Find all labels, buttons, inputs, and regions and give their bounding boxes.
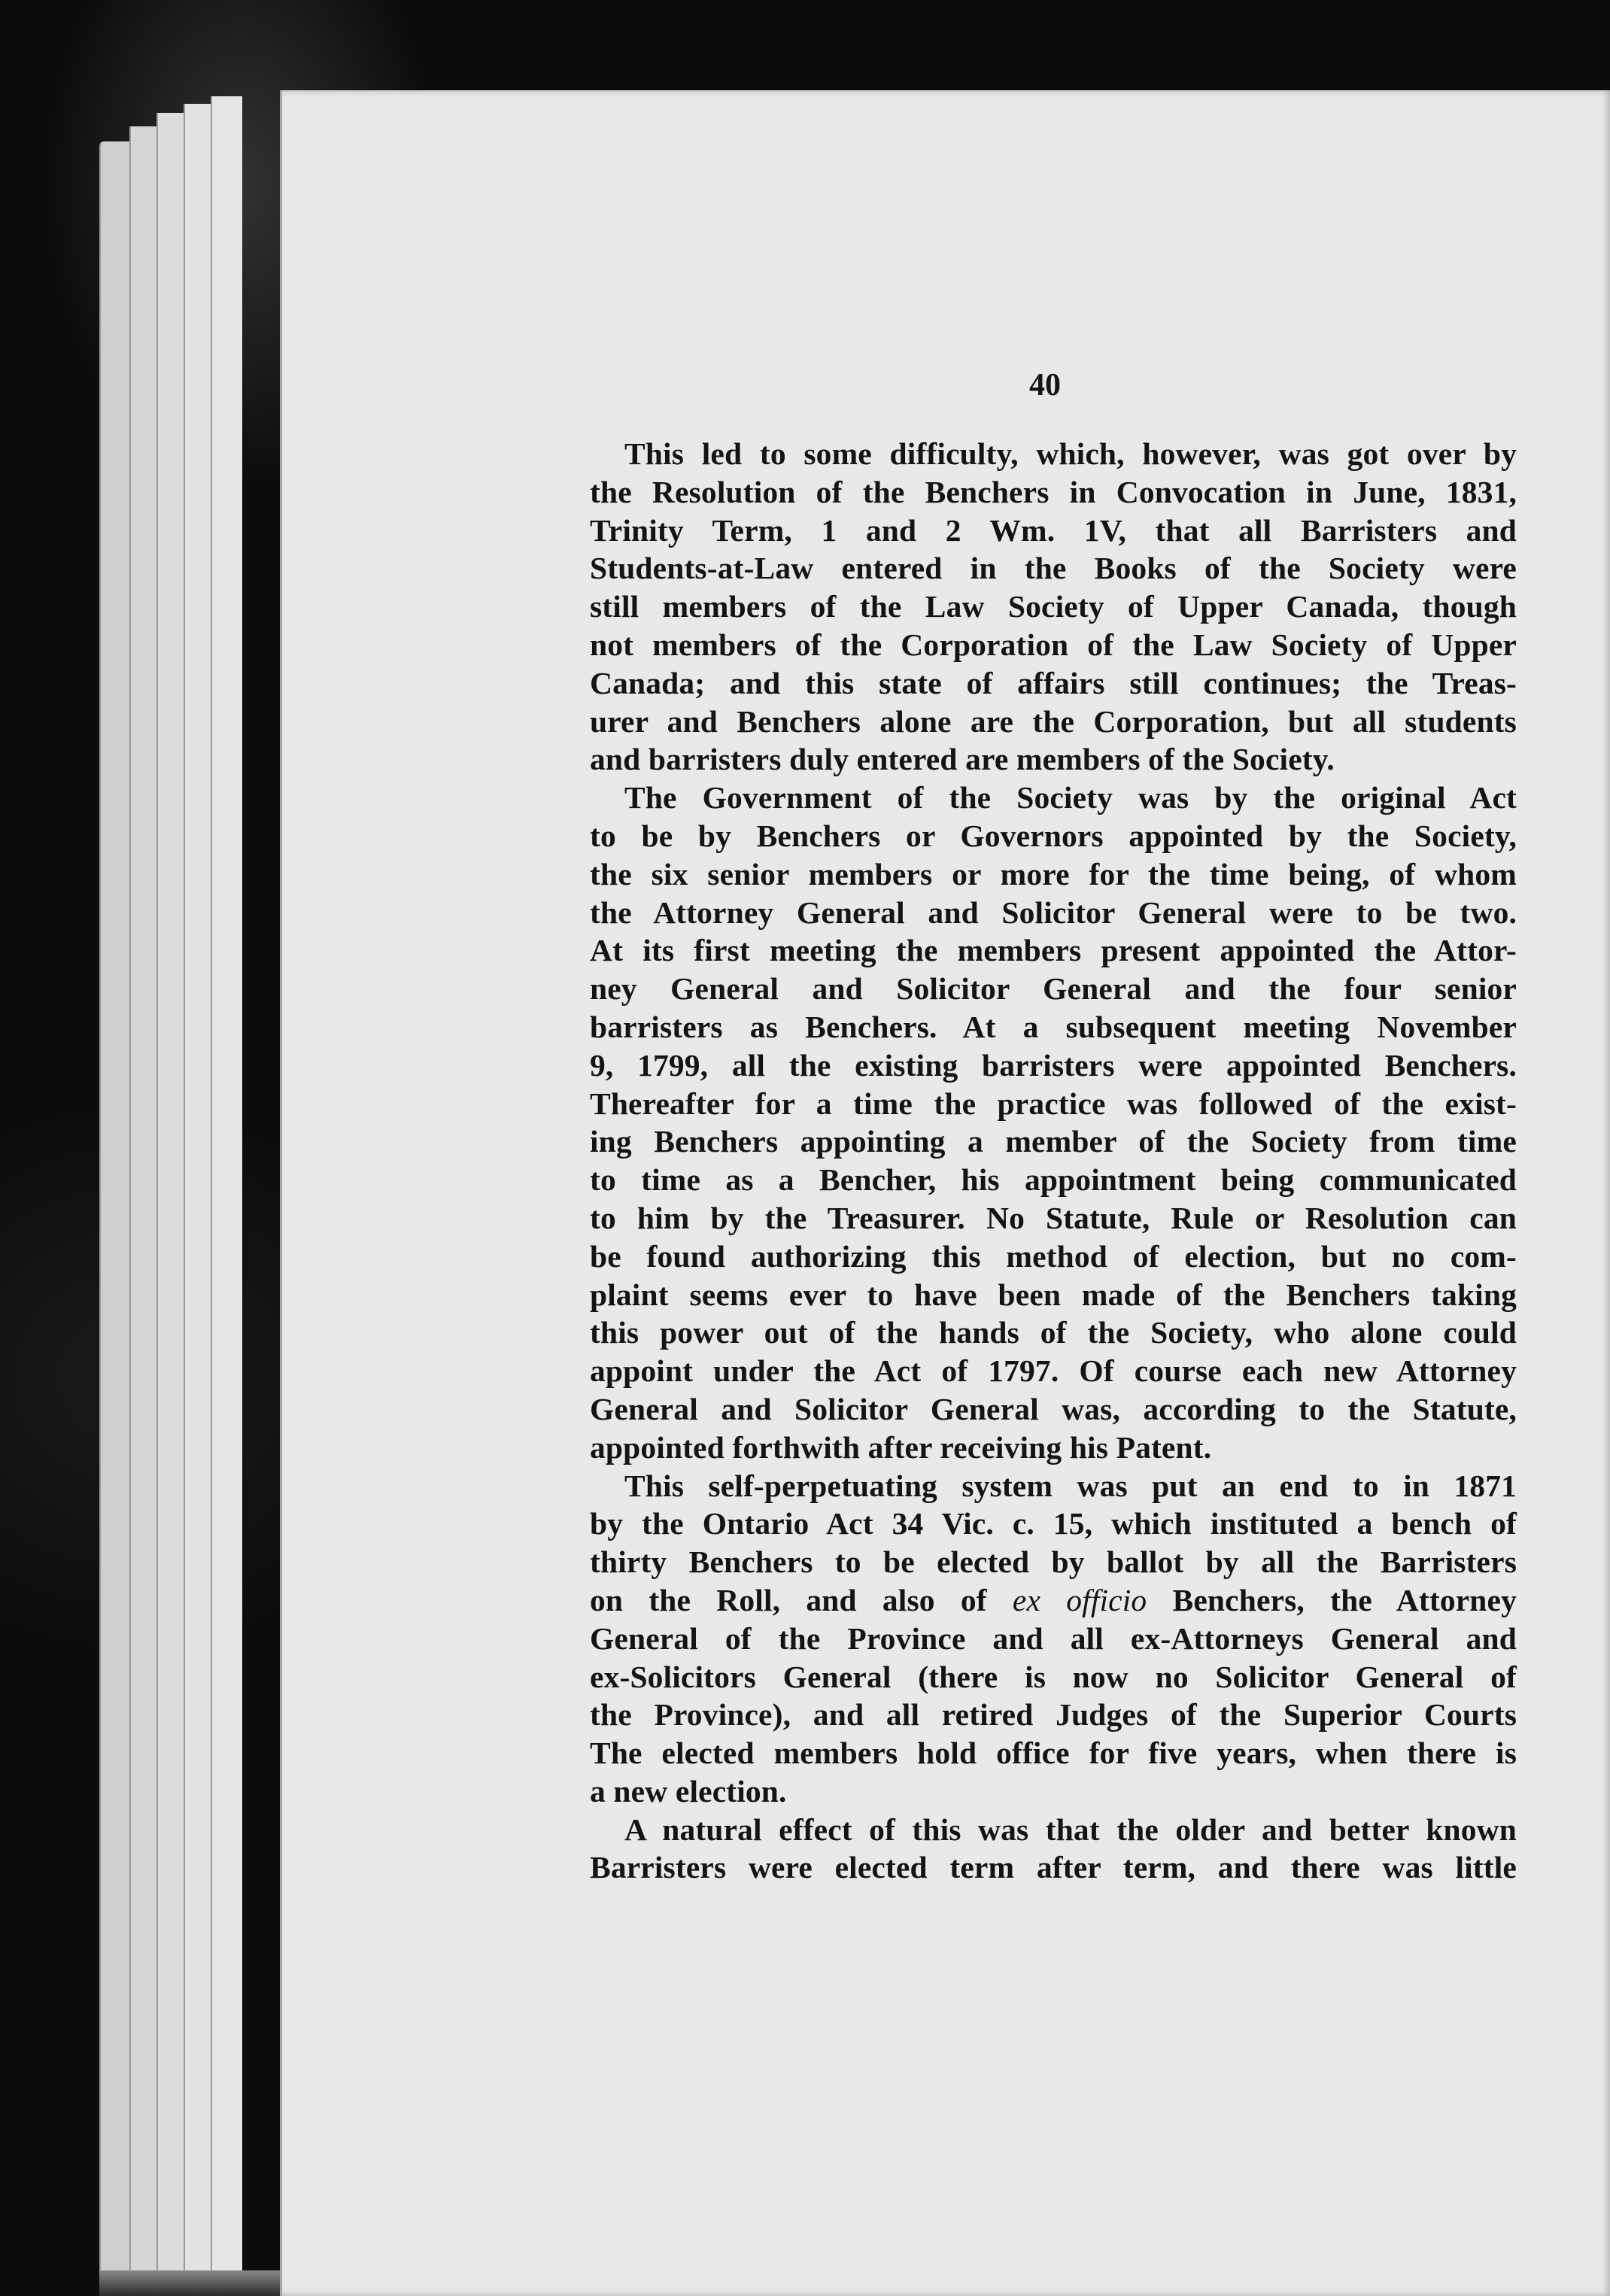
text-line: Canada; and this state of affairs still continues; the Treas- <box>590 665 1517 700</box>
text-line: The elected members hold office for five years, when there is <box>590 1736 1517 1771</box>
text-line: the Attorney General and Solicitor General were to be two. <box>590 894 1517 930</box>
text-line: Students-at-Law entered in the Books of the Society were <box>590 551 1517 586</box>
text-line: barristers as Benchers. At a subsequent meeting November <box>590 1009 1517 1044</box>
text-line: to him by the Treasurer. No Statute, Rule or Resolution can <box>590 1200 1517 1235</box>
text-line: General of the Province and all ex-Attorneys General and <box>590 1620 1517 1656</box>
text-line: and barristers duly entered are members of the Society. <box>590 742 1335 777</box>
text-line: This self-perpetuating system was put an end to in 1871 <box>624 1468 1517 1503</box>
paragraph-1 <box>590 435 1517 779</box>
page-edge <box>99 141 131 2285</box>
text-line: ney General and Solicitor General and the four senior <box>590 971 1517 1007</box>
page-edge <box>211 96 242 2285</box>
text-line: General and Solicitor General was, according to the Statute, <box>590 1391 1517 1426</box>
text-line: a new election. <box>590 1773 787 1809</box>
text-line: by the Ontario Act 34 Vic. c. 15, which instituted a bench of <box>590 1506 1517 1541</box>
text-line: on the Roll, and also of ex officio Benchers, the Attorney <box>590 1582 1517 1617</box>
body-text <box>590 435 1517 1887</box>
text-line: to be by Benchers or Governors appointed by the Society, <box>590 818 1517 853</box>
text-line: be found authorizing this method of election, but no com- <box>590 1238 1517 1274</box>
text-line: the Resolution of the Benchers in Convocation in June, 1831, <box>590 474 1517 509</box>
text-line: Barristers were elected term after term, and there was little <box>590 1850 1517 1885</box>
text-line: not members of the Corporation of the Law Society of Upper <box>590 627 1517 662</box>
text-line: to time as a Bencher, his appointment being communicated <box>590 1162 1517 1198</box>
text-line: appointed forthwith after receiving his Patent. <box>590 1429 1212 1465</box>
text-line: the six senior members or more for the time being, of whom <box>590 856 1517 891</box>
page-number: 40 <box>1029 368 1061 402</box>
text-line: At its first meeting the members present appointed the Attor- <box>590 933 1517 968</box>
text-line: Thereafter for a time the practice was followed of the exist- <box>590 1086 1517 1121</box>
text-line: ing Benchers appointing a member of the Society from time <box>590 1124 1517 1159</box>
paragraph-2 <box>590 779 1517 1466</box>
text-line: still members of the Law Society of Upper Canada, though <box>590 589 1517 624</box>
text-line: this power out of the hands of the Society, who alone could <box>590 1315 1517 1350</box>
text-line: This led to some difficulty, which, however, was got over by <box>624 436 1517 471</box>
text-line: ex-Solicitors General (there is now no Solicitor General of <box>590 1659 1517 1694</box>
text-line: plaint seems ever to have been made of the Benchers taking <box>590 1277 1517 1312</box>
text-line: The Government of the Society was by the original Act <box>624 780 1517 815</box>
text-line: A natural effect of this was that the older and better known <box>624 1812 1517 1847</box>
text-line: Trinity Term, 1 and 2 Wm. 1V, that all Barristers and <box>590 512 1517 548</box>
text-line: the Province), and all retired Judges of the Superior Courts <box>590 1697 1517 1733</box>
text-line: thirty Benchers to be elected by ballot by all the Barristers <box>590 1544 1517 1580</box>
text-line: urer and Benchers alone are the Corporation, but all students <box>590 703 1517 739</box>
text-line: 9, 1799, all the existing barristers were appointed Benchers. <box>590 1047 1517 1083</box>
paragraph-3 <box>590 1467 1517 1811</box>
paragraph-4 <box>590 1811 1517 1888</box>
text-line: appoint under the Act of 1797. Of course each new Attorney <box>590 1353 1517 1389</box>
